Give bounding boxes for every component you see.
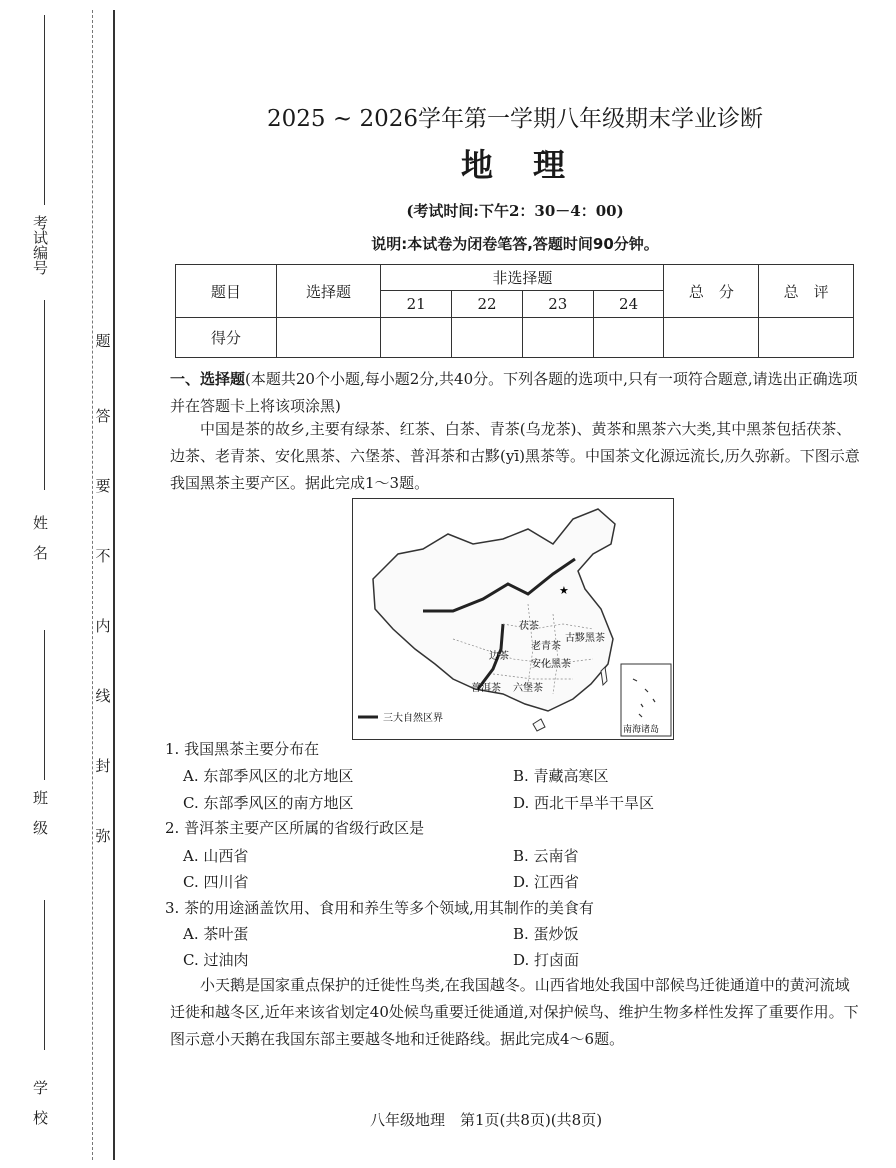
hainan-island <box>533 719 545 731</box>
passage-2: 小天鹅是国家重点保护的迁徙性鸟类,在我国越冬。山西省地处我国中部候鸟迁徙通道中的黄河流域迁徙和越冬区,近年来该省划定40处候鸟重要迁徙通道,对保护候鸟、维护生物多样性发挥了重要作用。下图示意小天鹅在我国东部主要越冬地和迁徙路线。据此完成4～6题。 <box>170 976 859 1048</box>
map-label-anhua: 安化黑茶 <box>531 659 571 670</box>
option: C. 过油肉 <box>183 951 249 969</box>
capital-star-icon: ★ <box>559 584 569 597</box>
item-label: 题目 <box>176 265 277 318</box>
option: B. 云南省 <box>513 847 579 865</box>
map-label-guyi: 古黟黑茶 <box>565 633 605 644</box>
exam-no-label: 考试编号 <box>31 215 49 275</box>
non-choice-label: 非选择题 <box>381 265 664 291</box>
name-label: 姓 名 <box>31 515 49 560</box>
map-label-puer: 普洱茶 <box>471 683 501 694</box>
score-cell <box>593 318 664 358</box>
warning-char: 内 <box>95 617 111 635</box>
option: A. 茶叶蛋 <box>183 925 249 943</box>
score-label: 得分 <box>176 318 277 358</box>
warning-char: 要 <box>95 477 111 495</box>
passage-1: 中国是茶的故乡,主要有绿茶、红茶、白茶、青茶(乌龙茶)、黄茶和黑茶六大类,其中黑茶包括茯茶、边茶、老青茶、安化黑茶、六堡茶、普洱茶和古黟(yī)黑茶等。中国茶文化源远流长,历久弥新。下图示意我国黑茶主要产区。据此完成1～3题。 <box>170 420 860 492</box>
warning-char: 线 <box>95 687 111 705</box>
warning-char: 弥 <box>95 827 111 845</box>
question-stem: 1. 我国黑茶主要分布在 <box>165 740 320 758</box>
score-cell <box>381 318 452 358</box>
score-table <box>175 264 854 358</box>
warning-char: 答 <box>95 407 111 425</box>
binding-line <box>113 10 115 1160</box>
exam-no-line-lower <box>44 300 45 490</box>
map-label-laoqing: 老青茶 <box>531 641 561 652</box>
section1-heading: 一、选择题 <box>170 370 246 388</box>
warning-char: 题 <box>95 332 111 350</box>
option: A. 东部季风区的北方地区 <box>183 767 354 785</box>
option: D. 打卤面 <box>513 951 580 969</box>
inset-label: 南海诸岛 <box>623 725 660 735</box>
question-stem: 2. 普洱茶主要产区所属的省级行政区是 <box>165 819 425 837</box>
option: D. 西北干旱半干旱区 <box>513 794 655 812</box>
question-stem: 3. 茶的用途涵盖饮用、食用和养生等多个领域,用其制作的美食有 <box>165 899 594 917</box>
china-map-figure <box>353 499 673 739</box>
exam-note: 说明:本试卷为闭卷笔答,答题时间90分钟。 <box>371 235 659 253</box>
map-label-liubao: 六堡茶 <box>513 683 543 694</box>
option: B. 蛋炒饭 <box>513 925 579 943</box>
question-number: 22 <box>452 291 523 318</box>
score-cell <box>664 318 759 358</box>
option: C. 四川省 <box>183 873 249 891</box>
score-cell <box>276 318 381 358</box>
question-number: 21 <box>381 291 452 318</box>
section1-instruction: (本题共20个小题,每小题2分,共40分。下列各题的选项中,只有一项符合题意,请选出正确选项并在答题卡上将该项涂黑) <box>170 370 858 415</box>
page-footer: 八年级地理 第1页(共8页)(共8页) <box>370 1111 603 1129</box>
option: B. 青藏高寒区 <box>513 767 609 785</box>
question-number: 24 <box>593 291 664 318</box>
option: A. 山西省 <box>183 847 249 865</box>
name-line <box>44 630 45 780</box>
class-label: 班 级 <box>31 790 49 835</box>
map-legend: 三大自然区界 <box>383 713 443 724</box>
map-label-bian: 边茶 <box>489 651 509 662</box>
question-number: 23 <box>522 291 593 318</box>
exam-time: (考试时间:下午2：30－4：00) <box>406 202 624 220</box>
class-line <box>44 900 45 1050</box>
exam-no-line <box>44 15 45 205</box>
tea-region-map <box>352 498 674 740</box>
warning-char: 封 <box>95 757 111 775</box>
taiwan-island <box>601 667 607 685</box>
exam-title: 2025 ~ 2026学年第一学期八年级期末学业诊断 <box>267 106 763 132</box>
china-outline <box>373 509 615 711</box>
score-cell <box>452 318 523 358</box>
map-label-fu: 茯茶 <box>519 621 539 632</box>
seal-line <box>92 10 93 1160</box>
option: C. 东部季风区的南方地区 <box>183 794 354 812</box>
warning-char: 不 <box>95 547 111 565</box>
subject-title: 地 理 <box>460 146 569 184</box>
score-cell <box>759 318 854 358</box>
choice-label: 选择题 <box>276 265 381 318</box>
score-cell <box>522 318 593 358</box>
school-label: 学 校 <box>31 1080 49 1125</box>
comment-label: 总 评 <box>759 265 854 318</box>
section1-block <box>170 366 860 420</box>
option: D. 江西省 <box>513 873 580 891</box>
total-label: 总 分 <box>664 265 759 318</box>
